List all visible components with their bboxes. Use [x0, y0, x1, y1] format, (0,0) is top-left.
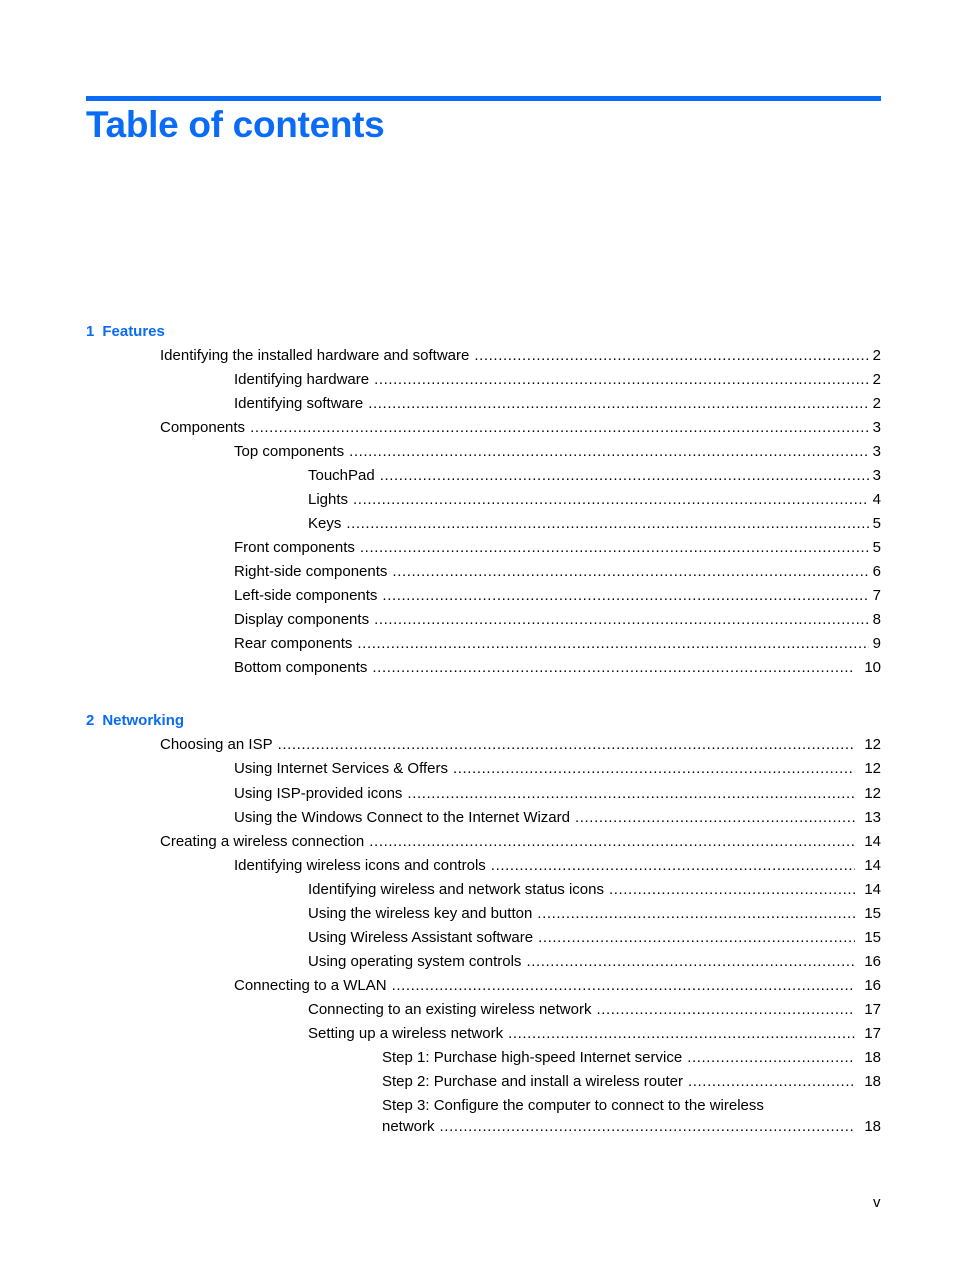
toc-entry-label: Lights	[308, 491, 349, 508]
toc-entry-label: Using Internet Services & Offers	[234, 760, 448, 777]
toc-entry-label: Connecting to a WLAN	[234, 977, 387, 994]
toc-entry-page: 4	[872, 491, 881, 508]
toc-entry-page: 18	[864, 1118, 881, 1135]
page-number: v	[873, 1194, 881, 1211]
toc-entry-page: 15	[864, 929, 881, 946]
dot-leader	[575, 808, 855, 828]
toc-entry-page: 3	[872, 419, 881, 436]
toc-entry[interactable]	[234, 976, 881, 996]
toc-entry-label: Using the Windows Connect to the Internet Wizard	[234, 809, 570, 826]
toc-entry-page: 18	[864, 1049, 881, 1066]
toc-entry-page: 13	[864, 809, 881, 826]
toc-entry-label: Rear components	[234, 635, 353, 652]
toc-entry-page: 3	[872, 443, 881, 460]
toc-entry-page: 10	[864, 659, 881, 676]
toc-entry[interactable]	[308, 928, 881, 948]
dot-leader	[368, 394, 868, 414]
toc-entry-page: 2	[872, 395, 881, 412]
dot-leader	[353, 490, 869, 510]
toc-entry-label: Top components	[234, 443, 345, 460]
toc-entry-label: Using the wireless key and button	[308, 905, 533, 922]
toc-entry[interactable]	[308, 952, 881, 972]
dot-leader	[349, 442, 869, 462]
toc-entry[interactable]	[234, 808, 881, 828]
toc-entry[interactable]	[234, 634, 881, 654]
toc-entry[interactable]	[308, 904, 881, 924]
toc-entry[interactable]	[308, 514, 881, 534]
dot-leader	[392, 976, 855, 996]
chapter-title: Features	[102, 323, 165, 340]
dot-leader	[491, 856, 855, 876]
toc-entry-page: 3	[872, 467, 881, 484]
toc-entry[interactable]	[234, 658, 881, 678]
toc-entry-page: 2	[872, 347, 881, 364]
toc-entry-label: TouchPad	[308, 467, 375, 484]
toc-entry-page: 14	[864, 833, 881, 850]
toc-entry[interactable]	[234, 610, 881, 630]
toc-entry[interactable]	[308, 880, 881, 900]
dot-leader	[360, 538, 869, 558]
toc-entry[interactable]	[234, 538, 881, 558]
dot-leader	[687, 1048, 855, 1068]
toc-entry[interactable]	[382, 1117, 881, 1137]
toc-entry-label: Front components	[234, 539, 355, 556]
chapter-2-heading[interactable]	[86, 711, 184, 731]
toc-entry-label: Using operating system controls	[308, 953, 522, 970]
toc-entry-label: Identifying hardware	[234, 371, 370, 388]
toc-entry-label: Connecting to an existing wireless network	[308, 1001, 592, 1018]
dot-leader	[538, 928, 855, 948]
dot-leader	[596, 1000, 855, 1020]
toc-entry[interactable]	[160, 346, 881, 366]
dot-leader	[392, 562, 868, 582]
toc-entry-page: 12	[864, 785, 881, 802]
toc-entry[interactable]	[308, 1024, 881, 1044]
toc-entry-label: Step 1: Purchase high-speed Internet service	[382, 1049, 683, 1066]
toc-entry[interactable]	[234, 586, 881, 606]
toc-entry-label: network	[382, 1118, 435, 1135]
toc-entry-page: 17	[864, 1025, 881, 1042]
toc-entry-page: 8	[872, 611, 881, 628]
dot-leader	[526, 952, 855, 972]
toc-entry-page: 6	[872, 563, 881, 580]
toc-entry-page: 12	[864, 736, 881, 753]
toc-entry-page: 15	[864, 905, 881, 922]
dot-leader	[440, 1117, 855, 1137]
toc-entry-label: Setting up a wireless network	[308, 1025, 504, 1042]
dot-leader	[374, 370, 869, 390]
toc-entry-page: 16	[864, 977, 881, 994]
toc-entry[interactable]	[234, 784, 881, 804]
toc-entry-page: 7	[872, 587, 881, 604]
dot-leader	[357, 634, 868, 654]
toc-entry[interactable]	[234, 394, 881, 414]
chapter-number: 1	[86, 323, 95, 340]
toc-entry-label: Choosing an ISP	[160, 736, 273, 753]
toc-entry-label-line1[interactable]: Step 3: Configure the computer to connect to the wireless	[382, 1097, 764, 1114]
toc-entry[interactable]	[160, 832, 881, 852]
dot-leader	[346, 514, 868, 534]
toc-entry-page: 17	[864, 1001, 881, 1018]
toc-entry[interactable]	[160, 418, 881, 438]
dot-leader	[369, 832, 855, 852]
toc-entry-label: Bottom components	[234, 659, 368, 676]
toc-entry[interactable]	[234, 562, 881, 582]
toc-entry-label: Identifying the installed hardware and software	[160, 347, 470, 364]
dot-leader	[453, 759, 855, 779]
dot-leader	[609, 880, 855, 900]
toc-entry-label: Identifying wireless icons and controls	[234, 857, 486, 874]
toc-entry[interactable]	[160, 735, 881, 755]
toc-entry-label: Identifying wireless and network status icons	[308, 881, 604, 898]
toc-entry-page: 5	[872, 539, 881, 556]
toc-entry[interactable]	[382, 1048, 881, 1068]
toc-entry[interactable]	[234, 759, 881, 779]
toc-entry-page: 12	[864, 760, 881, 777]
toc-entry[interactable]	[308, 1000, 881, 1020]
toc-entry-page: 14	[864, 857, 881, 874]
toc-entry-label: Right-side components	[234, 563, 388, 580]
toc-entry[interactable]	[308, 490, 881, 510]
toc-entry[interactable]	[234, 370, 881, 390]
toc-entry-page: 16	[864, 953, 881, 970]
toc-entry-label: Step 2: Purchase and install a wireless router	[382, 1073, 683, 1090]
toc-entry-page: 2	[872, 371, 881, 388]
toc-entry-page: 9	[872, 635, 881, 652]
chapter-number: 2	[86, 712, 95, 729]
toc-entry[interactable]	[308, 466, 881, 486]
toc-entry-label: Keys	[308, 515, 342, 532]
dot-leader	[382, 586, 868, 606]
page-title: Table of contents	[86, 104, 385, 145]
dot-leader	[537, 904, 855, 924]
toc-entry-label: Identifying software	[234, 395, 364, 412]
chapter-1-heading[interactable]	[86, 322, 165, 342]
toc-entry-page: 14	[864, 881, 881, 898]
dot-leader	[407, 784, 855, 804]
dot-leader	[508, 1024, 855, 1044]
dot-leader	[474, 346, 868, 366]
dot-leader	[278, 735, 855, 755]
dot-leader	[688, 1072, 855, 1092]
toc-entry-label: Left-side components	[234, 587, 378, 604]
toc-entry[interactable]	[234, 856, 881, 876]
dot-leader	[374, 610, 869, 630]
toc-entry[interactable]	[234, 442, 881, 462]
dot-leader	[250, 418, 869, 438]
dot-leader	[380, 466, 869, 486]
toc-entry[interactable]	[382, 1072, 881, 1092]
toc-entry-label: Using Wireless Assistant software	[308, 929, 534, 946]
dot-leader	[372, 658, 855, 678]
toc-entry-page: 18	[864, 1073, 881, 1090]
toc-entry-label: Display components	[234, 611, 370, 628]
toc-entry-label: Components	[160, 419, 246, 436]
toc-entry-label: Creating a wireless connection	[160, 833, 365, 850]
toc-entry-page: 5	[872, 515, 881, 532]
chapter-title: Networking	[102, 712, 185, 729]
toc-entry-label: Using ISP-provided icons	[234, 785, 403, 802]
